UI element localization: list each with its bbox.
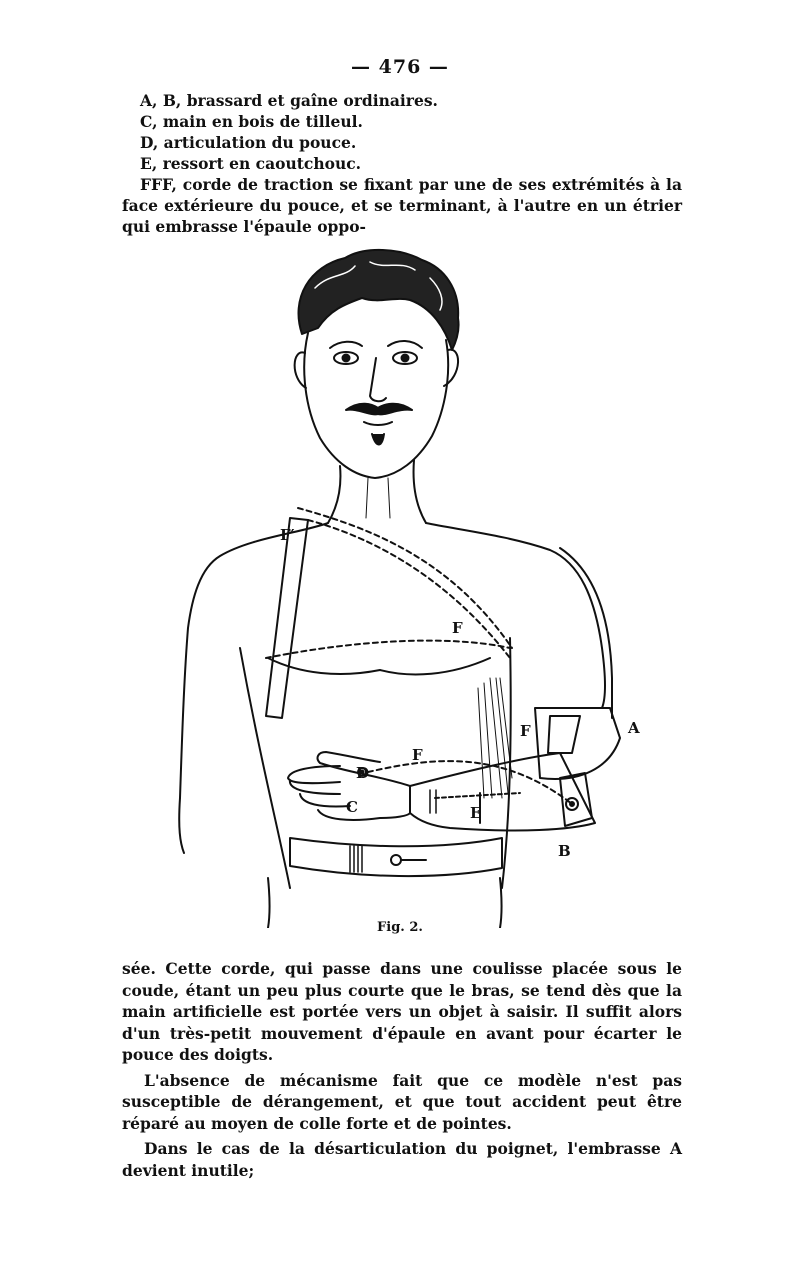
paragraph-3: Dans le cas de la désarticulation du poignet, l'embrasse A devient inutile;: [122, 1139, 682, 1180]
legend-item-d: D, articulation du pouce.: [140, 133, 357, 152]
paragraph-1: sée. Cette corde, qui passe dans une coulisse placée sous le coude, étant un peu plus courte que le bras, se tend dès que la main artificielle est portée vers un objet à saisir. Il suffit alors d'un très-petit mouvement d'épaule en avant pour écarter le pouce des doigts.: [122, 959, 682, 1064]
label-d: D: [356, 764, 370, 782]
paragraph-2: L'absence de mécanisme fait que ce modèle n'est pas susceptible de dérangement, et que tout accident peut être réparé au moyen de colle forte et de pointes.: [122, 1070, 682, 1133]
waist-belt: [290, 838, 502, 876]
figure-caption: Fig. 2.: [377, 920, 423, 935]
legend-item-ab: A, B, brassard et gaîne ordinaires.: [140, 91, 438, 110]
legend-item-e: E, ressort en caoutchouc.: [140, 154, 362, 173]
nose: [370, 358, 386, 401]
label-f-prime: F′: [280, 526, 295, 544]
label-b: B: [558, 842, 571, 860]
page-number: — 476 —: [351, 56, 449, 78]
torso-outline: [179, 523, 328, 853]
figure-legend: [122, 90, 682, 237]
label-a: A: [628, 719, 640, 737]
shoulder-strap: [266, 518, 308, 718]
label-f-lower: F: [412, 746, 423, 764]
forearm-gaine: [410, 753, 595, 830]
label-f-middle: F: [452, 619, 463, 637]
neck: [328, 466, 341, 523]
body-text: [122, 958, 682, 1185]
face-outline: [304, 333, 448, 478]
label-c: C: [346, 798, 358, 816]
label-e: E: [470, 804, 482, 822]
label-f-side: F: [520, 722, 531, 740]
legend-item-c: C, main en bois de tilleul.: [140, 112, 363, 131]
legend-item-fff: FFF, corde de traction se fixant par une de ses extrémités à la face extérieure du pouce, et se terminant, à l'autre en un étrier qui embrasse l'épaule oppo-: [122, 175, 682, 236]
mustache: [346, 404, 412, 415]
figure-engraving: [140, 238, 660, 928]
prosthetic-arm-illustration: [140, 238, 660, 928]
spring-e: [435, 793, 520, 798]
